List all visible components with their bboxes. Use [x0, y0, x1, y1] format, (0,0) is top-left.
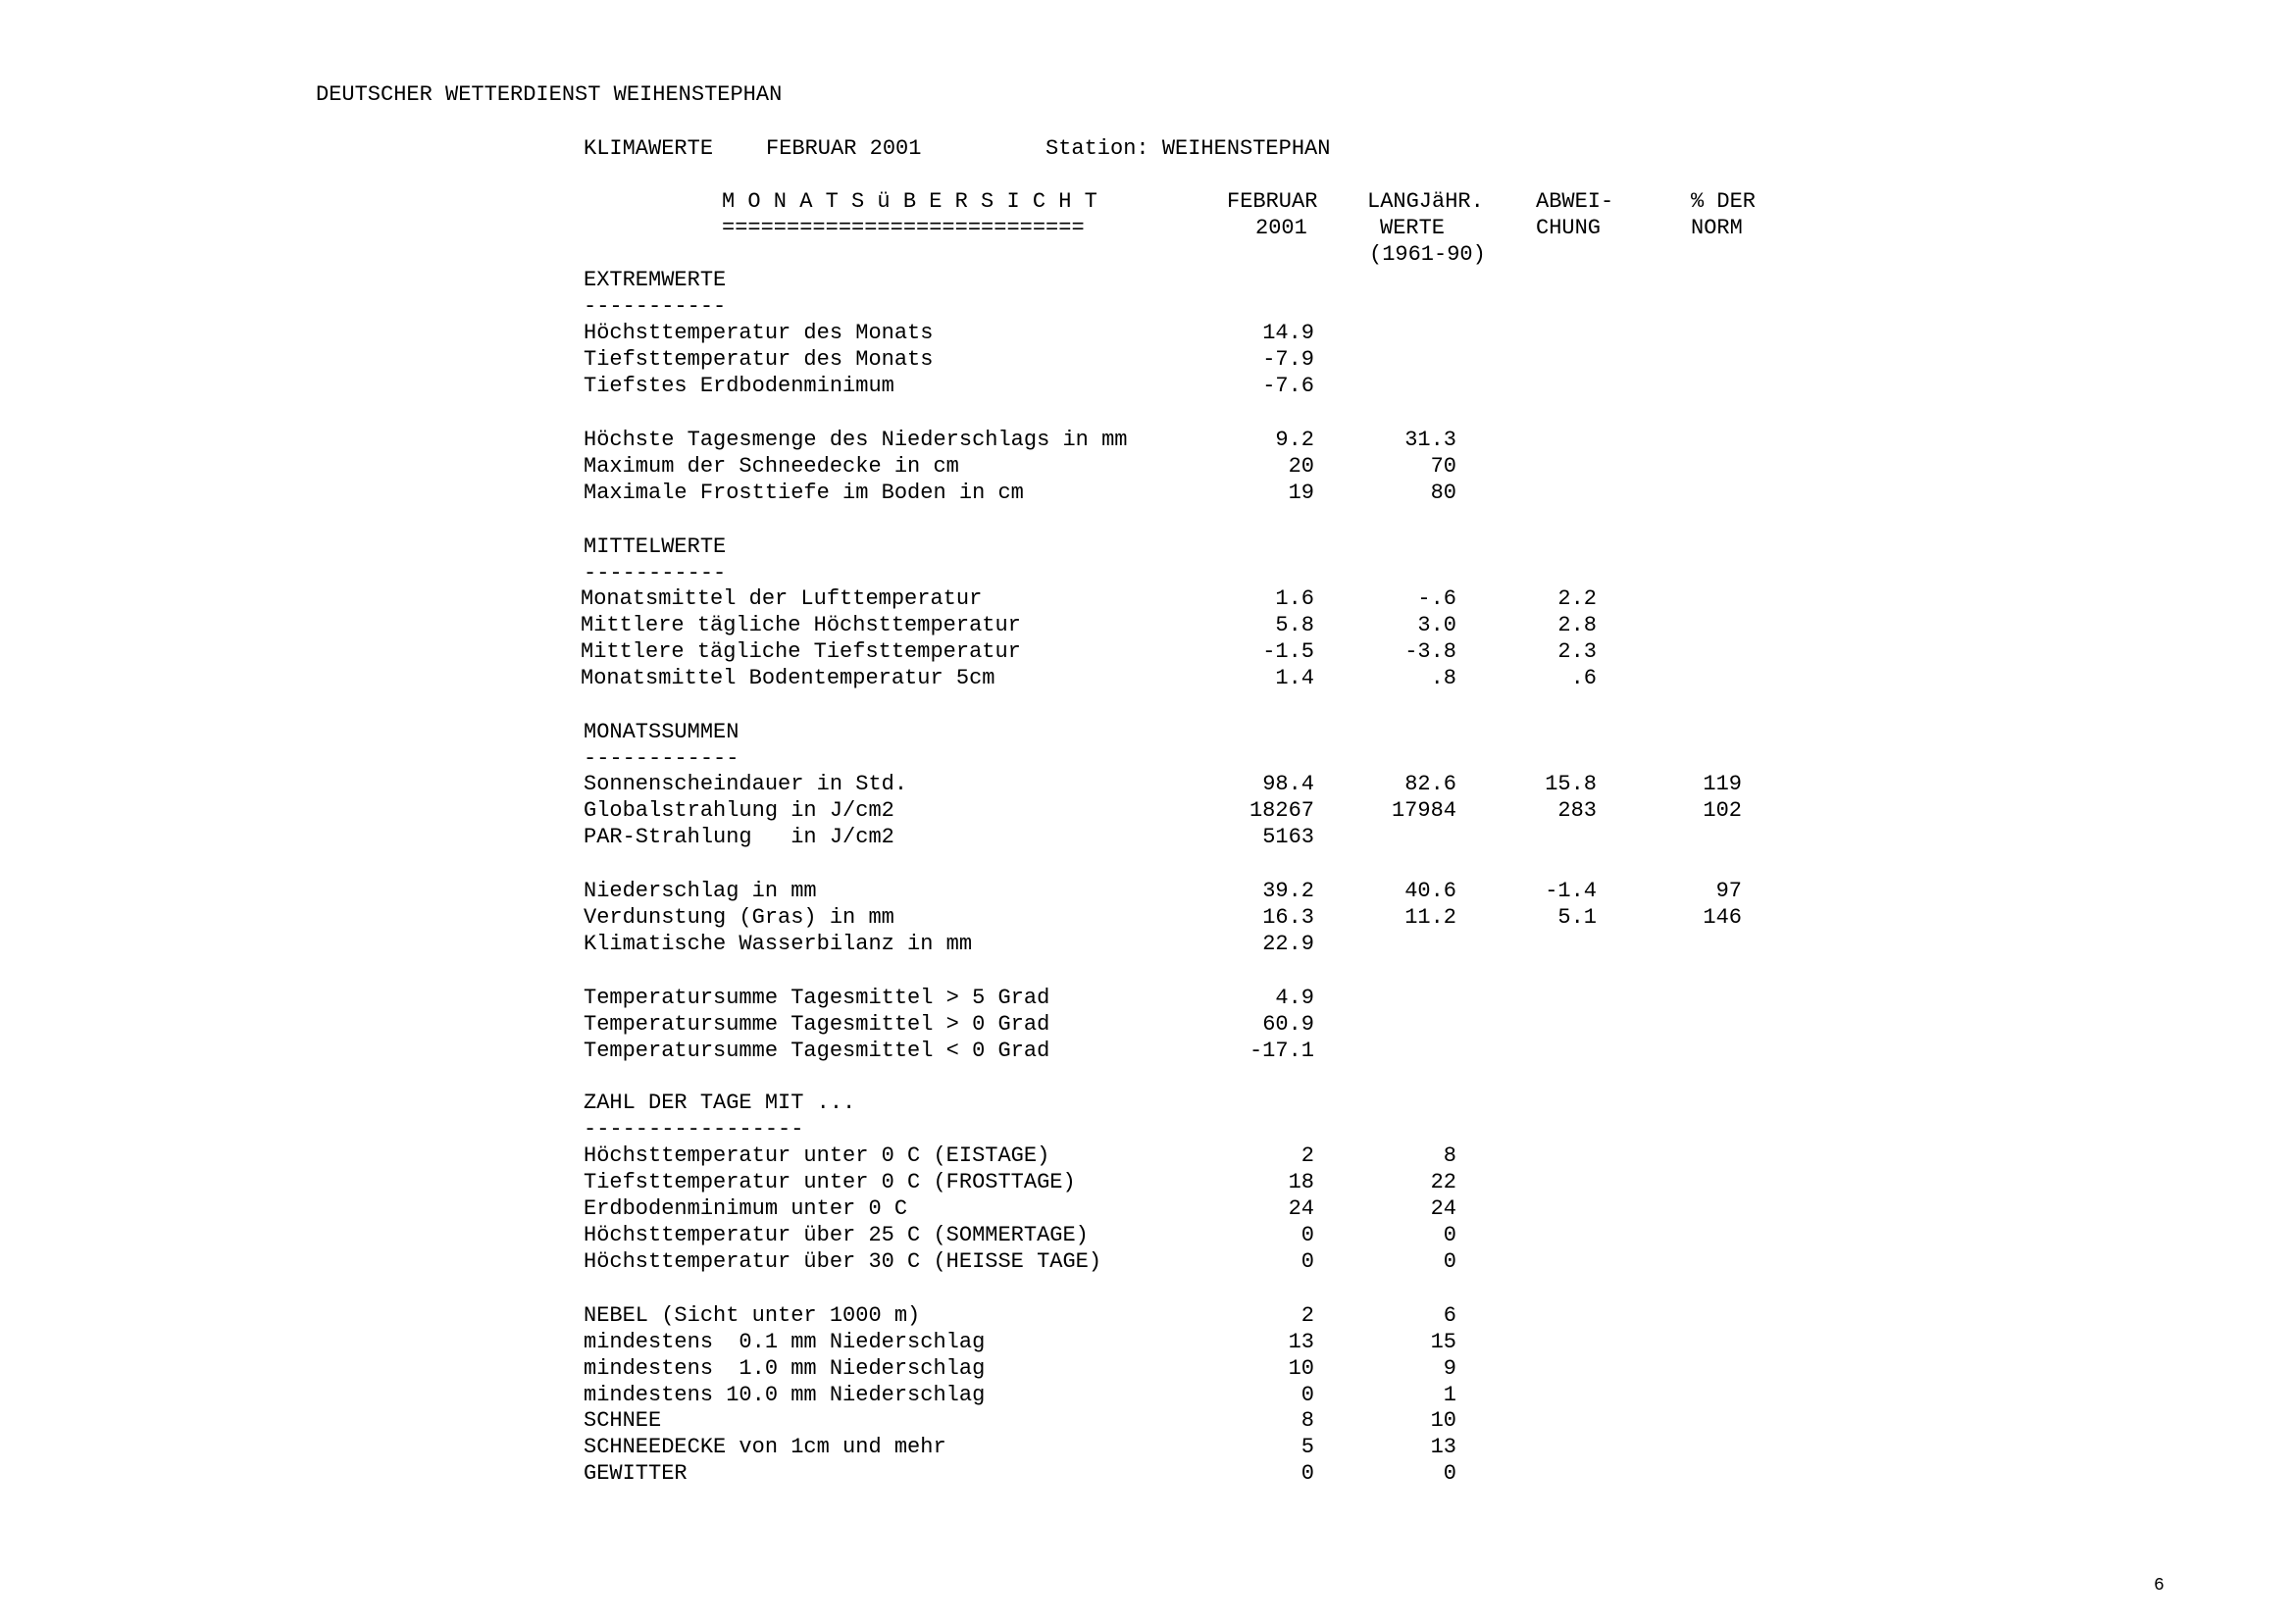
row-label: mindestens 1.0 mm Niederschlag: [584, 1356, 986, 1381]
row-label: mindestens 10.0 mm Niederschlag: [584, 1383, 986, 1407]
row-value-v1: 0: [1300, 1461, 1314, 1486]
col-norm-header: % DER: [1691, 189, 1757, 214]
row-value-v1: 10: [1288, 1356, 1314, 1381]
klimawerte-label: KLIMAWERTE: [584, 136, 714, 161]
row-value-v1: 98.4: [1262, 772, 1314, 796]
row-value-v2: -3.8: [1404, 639, 1456, 664]
row-value-v2: 70: [1430, 454, 1456, 479]
row-value-v3: 15.8: [1545, 772, 1597, 796]
row-value-v2: 6: [1443, 1303, 1456, 1328]
row-value-v2: .8: [1430, 666, 1456, 690]
row-value-v1: 0: [1300, 1383, 1314, 1407]
row-label: Klimatische Wasserbilanz in mm: [584, 932, 973, 956]
row-value-v3: 2.2: [1557, 586, 1597, 611]
row-value-v1: 18: [1288, 1170, 1314, 1194]
row-value-v4: 119: [1703, 772, 1742, 796]
row-value-v1: 2: [1300, 1303, 1314, 1328]
row-label: SCHNEE: [584, 1408, 662, 1433]
row-value-v1: 1.6: [1275, 586, 1314, 611]
row-value-v2: -.6: [1417, 586, 1456, 611]
section-zahl-der-tage: ZAHL DER TAGE MIT ...: [584, 1091, 856, 1115]
row-value-v2: 80: [1430, 481, 1456, 505]
col-deviation-header: ABWEI-: [1536, 189, 1614, 214]
institution-title: DEUTSCHER WETTERDIENST WEIHENSTEPHAN: [316, 82, 783, 107]
row-value-v1: 16.3: [1262, 905, 1314, 930]
row-value-v2: 1: [1443, 1383, 1456, 1407]
row-label: Höchsttemperatur über 30 C (HEISSE TAGE): [584, 1249, 1102, 1274]
row-label: Mittlere tägliche Tiefsttemperatur: [581, 639, 1021, 664]
row-label: GEWITTER: [584, 1461, 688, 1486]
row-value-v1: -1.5: [1262, 639, 1314, 664]
row-value-v2: 9: [1443, 1356, 1456, 1381]
row-value-v2: 24: [1430, 1196, 1456, 1221]
row-value-v1: 24: [1288, 1196, 1314, 1221]
col-norm-sub: NORM: [1691, 216, 1743, 240]
row-value-v1: 2: [1300, 1143, 1314, 1168]
row-value-v2: 3.0: [1417, 613, 1456, 637]
row-value-v3: 2.3: [1557, 639, 1597, 664]
row-label: Temperatursumme Tagesmittel < 0 Grad: [584, 1039, 1050, 1063]
row-value-v2: 10: [1430, 1408, 1456, 1433]
row-label: Monatsmittel der Lufttemperatur: [581, 586, 983, 611]
row-value-v2: 11.2: [1404, 905, 1456, 930]
row-label: Tiefsttemperatur unter 0 C (FROSTTAGE): [584, 1170, 1076, 1194]
row-label: Maximum der Schneedecke in cm: [584, 454, 959, 479]
row-value-v2: 13: [1430, 1435, 1456, 1459]
row-label: mindestens 0.1 mm Niederschlag: [584, 1330, 986, 1354]
section-mittelwerte: MITTELWERTE: [584, 534, 727, 559]
col-longterm-header: LANGJäHR.: [1367, 189, 1484, 214]
station-label: Station: WEIHENSTEPHAN: [1045, 136, 1331, 161]
row-value-v3: .6: [1570, 666, 1597, 690]
col-current-header: FEBRUAR: [1227, 189, 1318, 214]
row-value-v3: -1.4: [1545, 879, 1597, 903]
col-longterm-sub: WERTE: [1380, 216, 1446, 240]
row-label: Globalstrahlung in J/cm2: [584, 798, 894, 823]
row-label: Erdbodenminimum unter 0 C: [584, 1196, 908, 1221]
row-value-v1: 14.9: [1262, 321, 1314, 345]
row-value-v1: 1.4: [1275, 666, 1314, 690]
col-deviation-sub: CHUNG: [1536, 216, 1602, 240]
section-extremwerte: EXTREMWERTE: [584, 268, 727, 292]
row-label: Höchste Tagesmenge des Niederschlags in mm: [584, 428, 1128, 452]
row-value-v1: -17.1: [1249, 1039, 1314, 1063]
page-number: 6: [2154, 1576, 2165, 1596]
section-monatssummen-underline: ------------: [584, 746, 739, 771]
row-value-v2: 8: [1443, 1143, 1456, 1168]
row-value-v3: 283: [1557, 798, 1597, 823]
row-label: Tiefstes Erdbodenminimum: [584, 374, 894, 398]
row-value-v2: 31.3: [1404, 428, 1456, 452]
row-value-v1: 60.9: [1262, 1012, 1314, 1037]
month-label: FEBRUAR 2001: [766, 136, 922, 161]
row-label: Höchsttemperatur über 25 C (SOMMERTAGE): [584, 1223, 1089, 1247]
section-extremwerte-underline: -----------: [584, 294, 727, 319]
col-current-year: 2001: [1255, 216, 1307, 240]
row-label: Temperatursumme Tagesmittel > 0 Grad: [584, 1012, 1050, 1037]
row-label: Temperatursumme Tagesmittel > 5 Grad: [584, 986, 1050, 1010]
row-value-v1: 9.2: [1275, 428, 1314, 452]
row-value-v1: -7.9: [1262, 347, 1314, 372]
row-value-v2: 22: [1430, 1170, 1456, 1194]
row-value-v1: -7.6: [1262, 374, 1314, 398]
row-value-v3: 5.1: [1557, 905, 1597, 930]
row-label: Sonnenscheindauer in Std.: [584, 772, 908, 796]
row-value-v1: 19: [1288, 481, 1314, 505]
row-value-v2: 17984: [1391, 798, 1456, 823]
row-value-v1: 13: [1288, 1330, 1314, 1354]
row-value-v1: 0: [1300, 1223, 1314, 1247]
row-label: SCHNEEDECKE von 1cm und mehr: [584, 1435, 946, 1459]
row-label: PAR-Strahlung in J/cm2: [584, 825, 894, 849]
row-label: Monatsmittel Bodentemperatur 5cm: [581, 666, 995, 690]
row-value-v1: 5163: [1262, 825, 1314, 849]
row-label: NEBEL (Sicht unter 1000 m): [584, 1303, 921, 1328]
row-value-v3: 2.8: [1557, 613, 1597, 637]
row-value-v1: 22.9: [1262, 932, 1314, 956]
row-value-v2: 82.6: [1404, 772, 1456, 796]
row-value-v4: 97: [1715, 879, 1742, 903]
row-label: Tiefsttemperatur des Monats: [584, 347, 934, 372]
section-monatssummen: MONATSSUMMEN: [584, 720, 739, 744]
row-value-v2: 40.6: [1404, 879, 1456, 903]
row-value-v2: 0: [1443, 1249, 1456, 1274]
overview-title-underline: ============================: [722, 216, 1085, 240]
row-value-v2: 0: [1443, 1223, 1456, 1247]
row-label: Verdunstung (Gras) in mm: [584, 905, 894, 930]
row-label: Höchsttemperatur des Monats: [584, 321, 934, 345]
row-label: Maximale Frosttiefe im Boden in cm: [584, 481, 1024, 505]
col-longterm-period: (1961-90): [1369, 242, 1486, 267]
section-zahl-der-tage-underline: -----------------: [584, 1117, 804, 1142]
row-value-v1: 4.9: [1275, 986, 1314, 1010]
overview-title: M O N A T S ü B E R S I C H T: [722, 189, 1097, 214]
row-label: Mittlere tägliche Höchsttemperatur: [581, 613, 1021, 637]
row-value-v1: 20: [1288, 454, 1314, 479]
section-mittelwerte-underline: -----------: [584, 561, 727, 585]
row-label: Höchsttemperatur unter 0 C (EISTAGE): [584, 1143, 1050, 1168]
row-value-v1: 5.8: [1275, 613, 1314, 637]
row-value-v1: 0: [1300, 1249, 1314, 1274]
row-value-v1: 18267: [1249, 798, 1314, 823]
row-value-v2: 0: [1443, 1461, 1456, 1486]
row-value-v4: 146: [1703, 905, 1742, 930]
row-value-v1: 5: [1300, 1435, 1314, 1459]
row-value-v2: 15: [1430, 1330, 1456, 1354]
row-value-v1: 8: [1300, 1408, 1314, 1433]
row-value-v4: 102: [1703, 798, 1742, 823]
row-label: Niederschlag in mm: [584, 879, 817, 903]
row-value-v1: 39.2: [1262, 879, 1314, 903]
